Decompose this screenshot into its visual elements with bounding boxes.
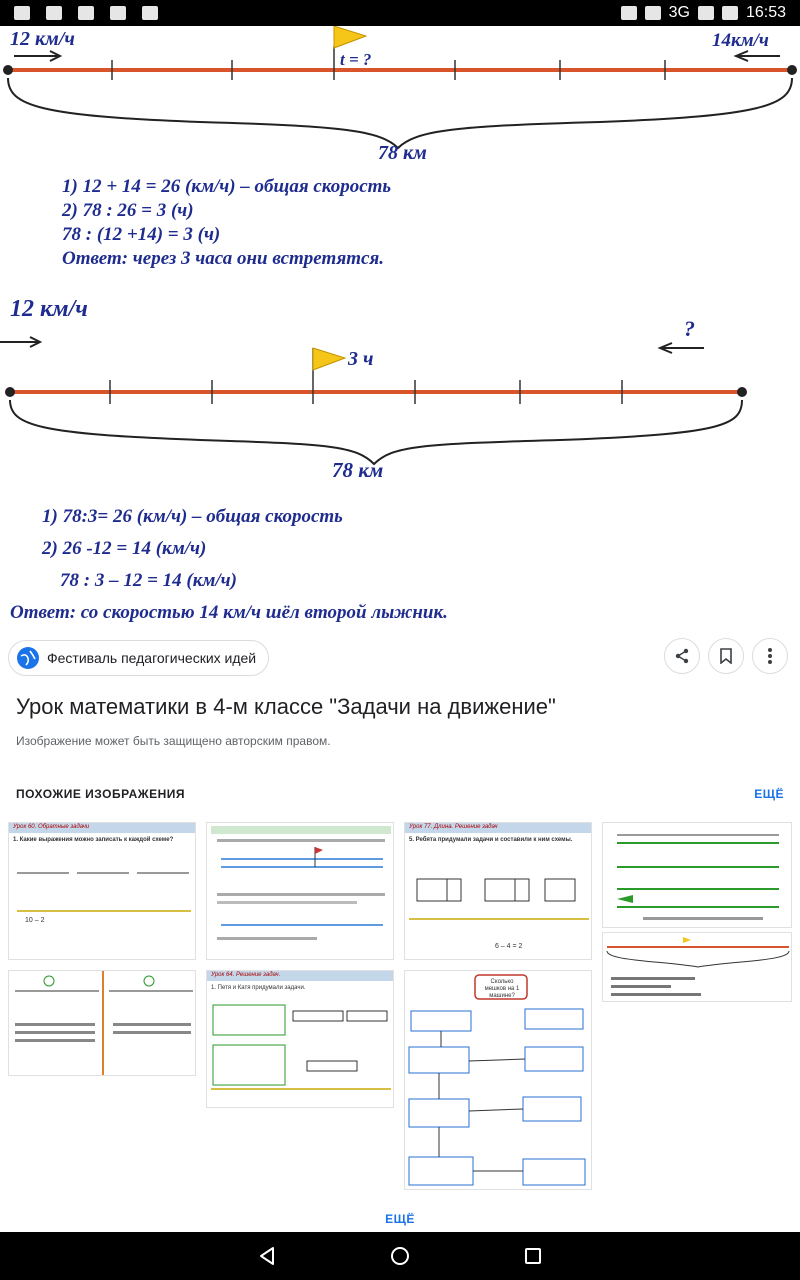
p1-flag-label: t = ?	[340, 50, 372, 69]
thumb-7-heading: Урок 64. Решение задач.	[211, 972, 281, 978]
navigation-bar	[0, 1232, 800, 1280]
download-icon	[110, 6, 126, 20]
p1-line-1: 1) 12 + 14 = 26 (км/ч) – общая скорость	[62, 176, 392, 197]
p2-right-speed: ?	[684, 316, 695, 341]
share-icon	[674, 648, 690, 664]
bookmark-icon	[719, 648, 733, 664]
thumb-1-graphic	[9, 823, 196, 960]
thumb-5-graphic	[603, 933, 792, 1002]
back-button[interactable]	[251, 1240, 283, 1272]
thumb-3-heading: Урок 77. Длина. Решение задач	[409, 824, 498, 830]
thumb-8-graphic	[405, 971, 592, 1190]
p1-distance: 78 км	[378, 142, 427, 164]
p2-line-2: 2) 26 -12 = 14 (км/ч)	[42, 538, 207, 559]
similar-thumb-8[interactable]	[404, 970, 592, 1190]
lock-icon	[142, 6, 158, 20]
p2-flag-label: 3 ч	[348, 348, 374, 370]
p2-answer: Ответ: со скоростью 14 км/ч шёл второй лыжник.	[10, 602, 448, 623]
thumb-1-line2: 10 – 2	[25, 917, 45, 924]
similar-images-header: ПОХОЖИЕ ИЗОБРАЖЕНИЯ	[16, 787, 186, 801]
network-type: 3G	[668, 4, 690, 21]
hero-image[interactable]	[0, 26, 800, 628]
p2-left-speed: 12 км/ч	[10, 296, 88, 322]
source-row	[0, 636, 800, 682]
thumb-7-graphic	[207, 971, 394, 1108]
p1-answer: Ответ: через 3 часа они встретятся.	[62, 248, 385, 269]
similar-thumb-3[interactable]	[404, 822, 592, 960]
thumb-2-graphic	[207, 823, 394, 960]
status-bar	[0, 0, 800, 26]
p2-distance: 78 км	[332, 458, 384, 482]
p2-line-3: 78 : 3 – 12 = 14 (км/ч)	[60, 570, 237, 591]
more-vert-icon	[767, 647, 773, 665]
source-name: Фестиваль педагогических идей	[47, 650, 257, 666]
thumb-1-heading: Урок 60. Обратные задачи	[13, 824, 90, 830]
p1-right-speed: 14км/ч	[712, 30, 769, 51]
wifi-icon	[645, 6, 661, 20]
similar-thumb-1[interactable]	[8, 822, 196, 960]
recents-button[interactable]	[517, 1240, 549, 1272]
thumb-3-line2: 6 – 4 = 2	[495, 943, 523, 950]
battery-icon	[722, 6, 738, 20]
similar-thumb-7[interactable]	[206, 970, 394, 1108]
more-options-button[interactable]	[752, 638, 788, 674]
message-icon	[14, 6, 30, 20]
clock: 16:53	[745, 4, 786, 21]
similar-more-bottom[interactable]: ЕЩЁ	[385, 1212, 415, 1226]
vibrate-icon	[621, 6, 637, 20]
copyright-notice: Изображение может быть защищено авторским правом.	[16, 734, 331, 748]
p1-line-3: 78 : (12 +14) = 3 (ч)	[62, 224, 221, 245]
notification-icons	[14, 6, 158, 20]
back-triangle-icon	[257, 1246, 277, 1266]
thumb-3-line1: 5. Ребята придумали задачи и составили к ним схемы.	[409, 837, 573, 843]
bookmark-button[interactable]	[708, 638, 744, 674]
similar-thumb-2[interactable]	[206, 822, 394, 960]
settings-icon	[78, 6, 94, 20]
thumb-7-line1: 1. Петя и Катя придумали задачи.	[211, 985, 306, 991]
home-button[interactable]	[384, 1240, 416, 1272]
similar-thumb-6[interactable]	[8, 970, 196, 1076]
similar-thumb-4[interactable]	[602, 822, 792, 928]
result-title[interactable]: Урок математики в 4-м классе "Задачи на движение"	[16, 694, 556, 719]
thumb-6-graphic	[9, 971, 196, 1076]
recents-square-icon	[524, 1247, 542, 1265]
thumb-8-heading: Сколько мешков на 1 машине?	[484, 979, 520, 1000]
home-circle-icon	[390, 1246, 410, 1266]
similar-more-link[interactable]: ЕЩЁ	[754, 787, 784, 801]
share-button[interactable]	[664, 638, 700, 674]
similar-thumb-5[interactable]	[602, 932, 792, 1002]
thumb-4-graphic	[603, 823, 792, 928]
p2-line-1: 1) 78:3= 26 (км/ч) – общая скорость	[42, 506, 343, 527]
globe-icon	[17, 647, 39, 669]
signal-icon	[698, 6, 714, 20]
image-icon	[46, 6, 62, 20]
thumb-3-graphic	[405, 823, 592, 960]
source-chip[interactable]	[8, 640, 269, 676]
p1-left-speed: 12 км/ч	[10, 28, 75, 50]
p1-line-2: 2) 78 : 26 = 3 (ч)	[62, 200, 194, 221]
thumb-1-line1: 1. Какие выражения можно записать к каждой схеме?	[13, 837, 174, 843]
